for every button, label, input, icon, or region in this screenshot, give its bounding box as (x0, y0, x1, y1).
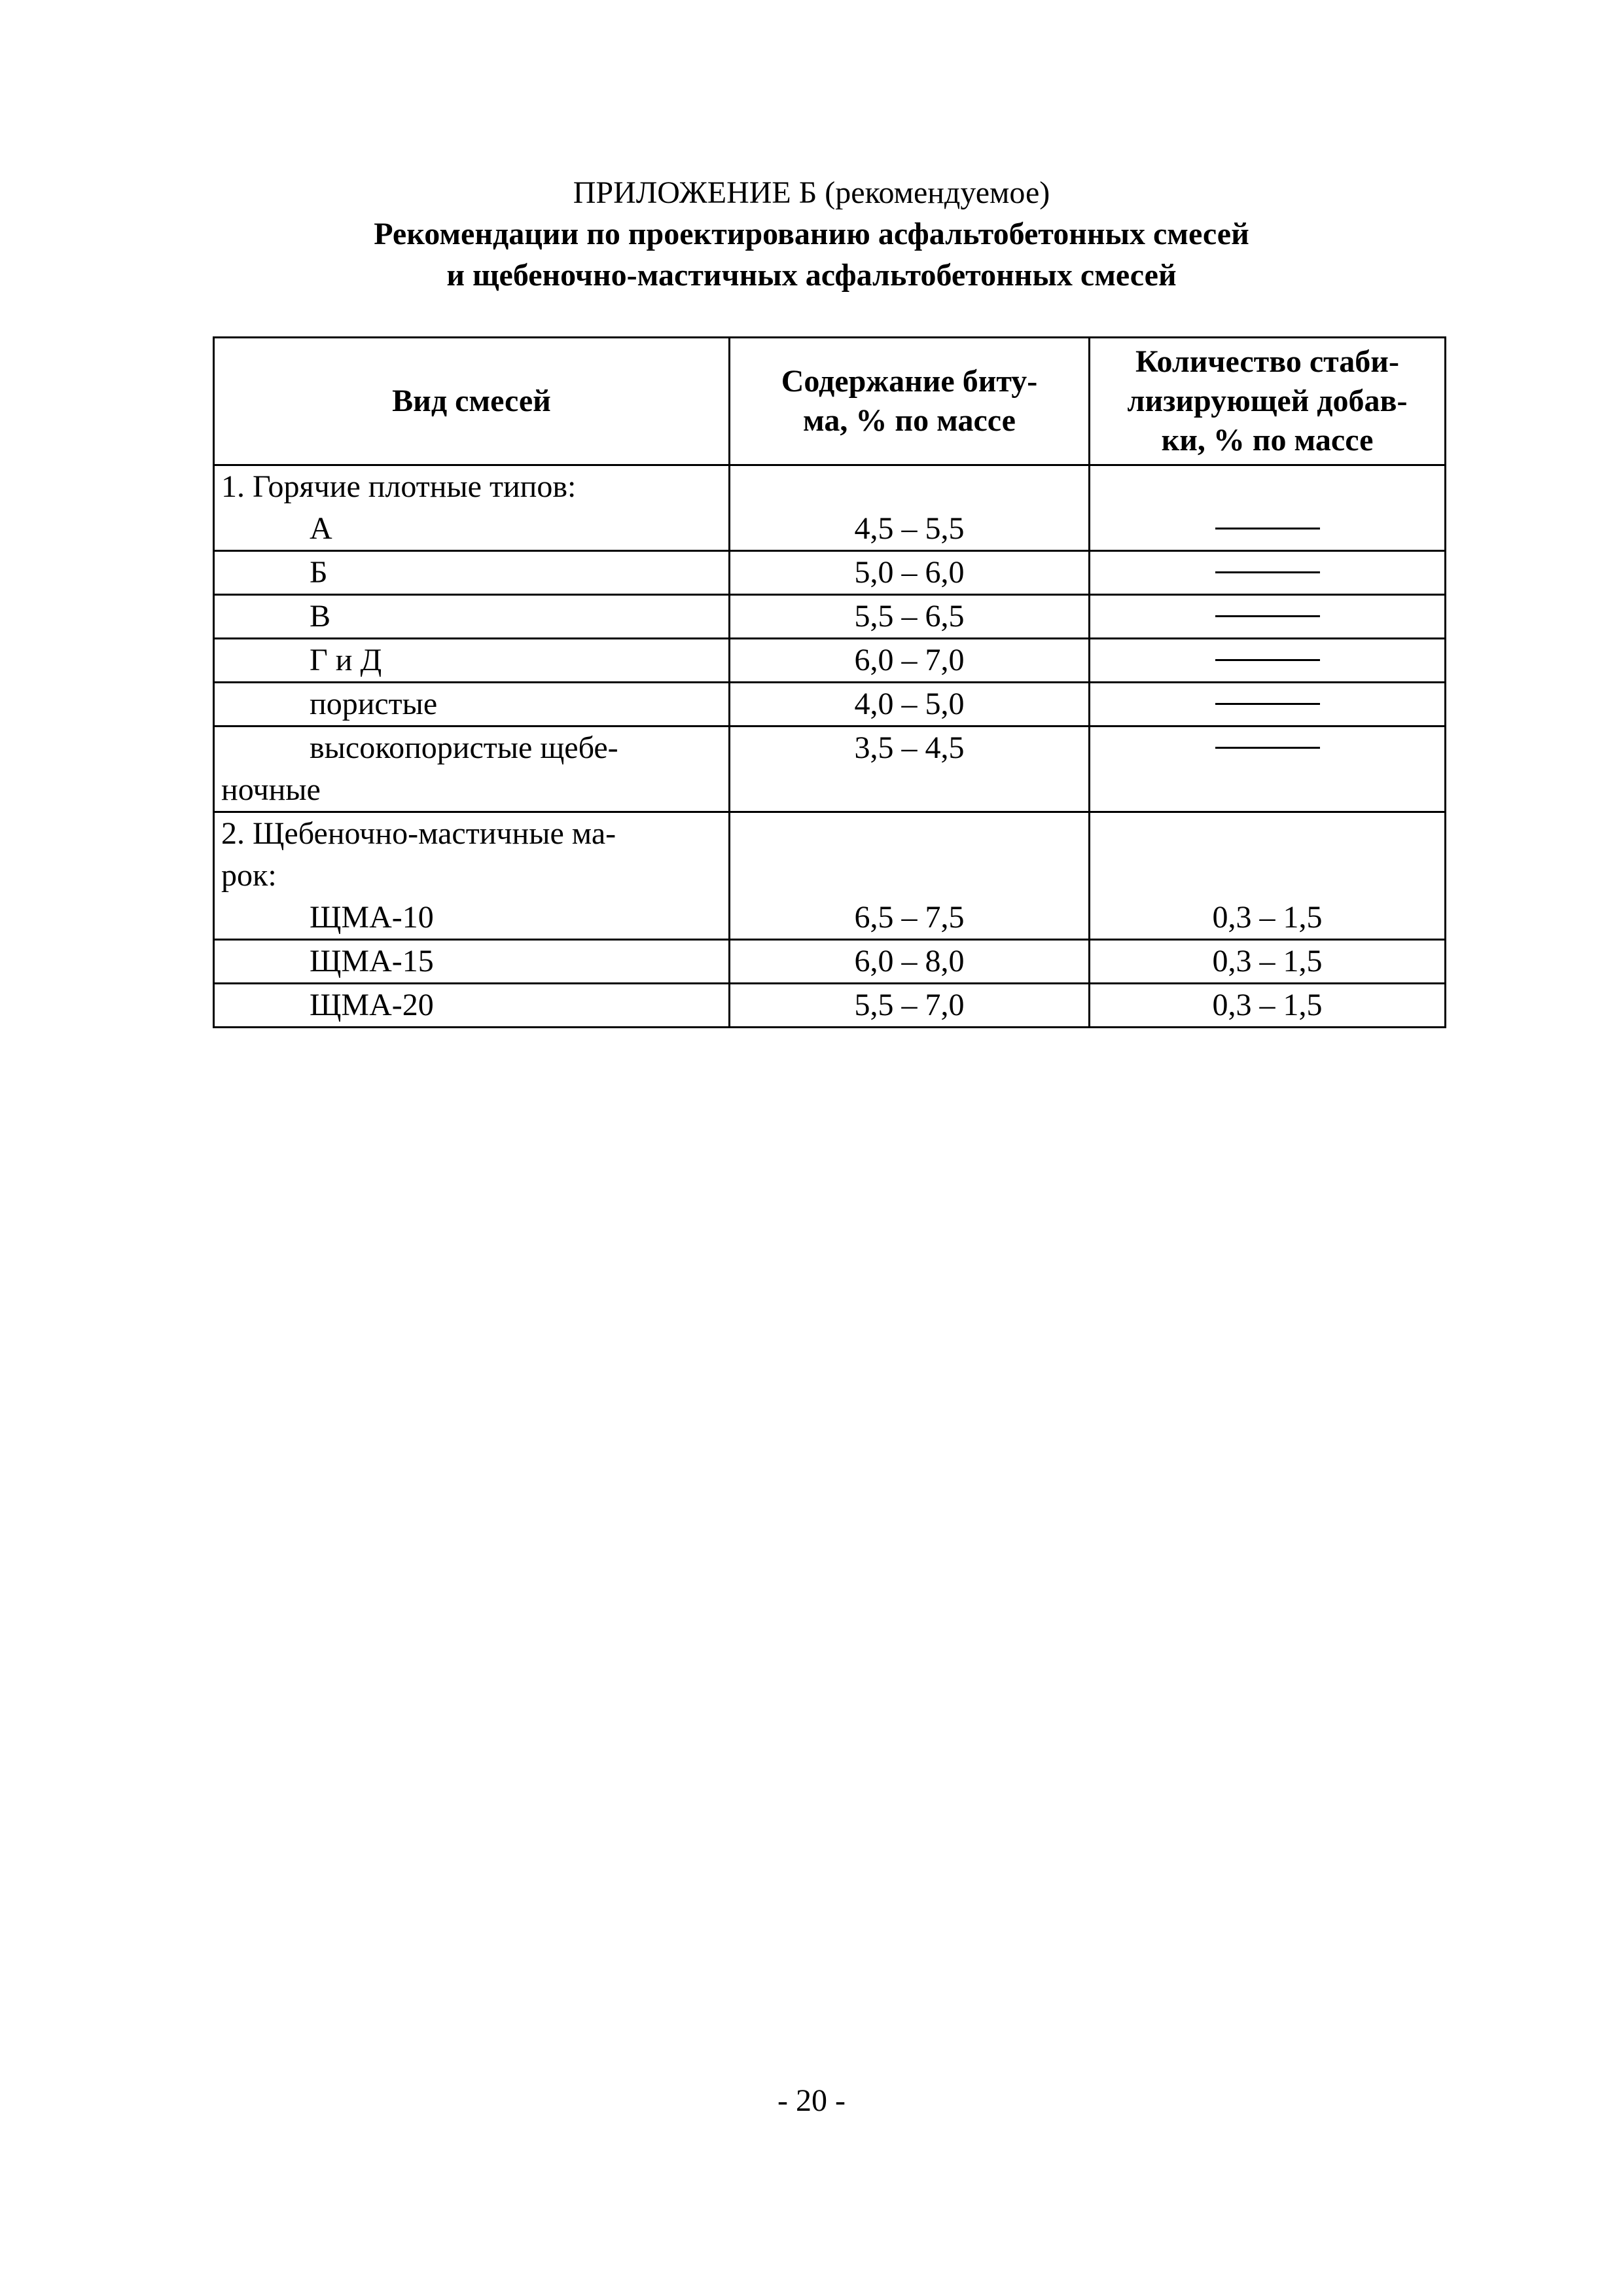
mix-name-cell (214, 595, 730, 639)
bitumen-cell (730, 940, 1090, 984)
group-2-cell (214, 812, 730, 940)
additive-cell (1090, 639, 1446, 683)
empty-value-dash (1215, 747, 1320, 749)
column-header-bitumen-line-1: Содержание биту- (781, 364, 1038, 399)
bitumen-cell (730, 595, 1090, 639)
mix-name: А (310, 511, 332, 546)
column-header-bitumen-line-2: ма, % по массе (803, 403, 1016, 438)
bitumen-value: 5,5 – 7,0 (854, 988, 965, 1022)
empty-value-dash (1215, 528, 1320, 529)
additive-cell (1090, 465, 1446, 551)
bitumen-value: 5,0 – 6,0 (854, 555, 965, 590)
bitumen-cell (730, 812, 1090, 940)
mix-name: Б (310, 555, 328, 590)
table-row (214, 683, 1446, 726)
table-row (214, 595, 1446, 639)
mix-name-cell (214, 726, 730, 812)
column-header-mix-type (214, 338, 730, 465)
table-row (214, 726, 1446, 812)
empty-value-dash (1215, 703, 1320, 705)
additive-cell (1090, 683, 1446, 726)
page-number: - 20 - (777, 2083, 846, 2118)
bitumen-value: 3,5 – 4,5 (854, 730, 965, 765)
additive-cell (1090, 551, 1446, 595)
bitumen-cell (730, 726, 1090, 812)
bitumen-value: 5,5 – 6,5 (854, 599, 965, 634)
additive-value: 0,3 – 1,5 (1212, 900, 1323, 935)
additive-cell (1090, 812, 1446, 940)
additive-value: 0,3 – 1,5 (1212, 988, 1323, 1022)
table-row (214, 940, 1446, 984)
mix-name: ЩМА-20 (310, 988, 434, 1022)
appendix-heading: ПРИЛОЖЕНИЕ Б (рекомендуемое) (573, 175, 1050, 210)
mix-name: ЩМА-15 (310, 944, 434, 978)
additive-cell (1090, 940, 1446, 984)
bitumen-cell (730, 465, 1090, 551)
document-title-line-1: Рекомендации по проектированию асфальтобетонных смесей (374, 217, 1249, 251)
column-header-mix-type-text: Вид смесей (392, 384, 551, 418)
empty-value-dash (1215, 615, 1320, 617)
mix-name: высокопористые щебе- (310, 730, 618, 765)
document-title-line-2: и щебеночно-мастичных асфальтобетонных смесей (446, 258, 1177, 293)
table-row (214, 465, 1446, 551)
additive-cell (1090, 726, 1446, 812)
group-2-label-continuation: рок: (221, 858, 277, 893)
column-header-bitumen (730, 338, 1090, 465)
table-row (214, 812, 1446, 940)
empty-value-dash (1215, 659, 1320, 661)
mix-name: В (310, 599, 331, 634)
bitumen-cell (730, 683, 1090, 726)
mix-name-cell (214, 984, 730, 1028)
mix-name-cell (214, 551, 730, 595)
bitumen-cell (730, 551, 1090, 595)
additive-cell (1090, 984, 1446, 1028)
mix-name: ЩМА-10 (310, 900, 434, 935)
mix-name-cell (214, 639, 730, 683)
column-header-additive-line-2: лизирующей добав- (1127, 384, 1408, 418)
bitumen-value: 6,0 – 8,0 (854, 944, 965, 978)
mix-name-cell (214, 940, 730, 984)
group-2-label: 2. Щебеночно-мастичные ма- (221, 816, 616, 851)
table-row (214, 551, 1446, 595)
table-row (214, 984, 1446, 1028)
mix-name-cell (214, 683, 730, 726)
mix-name-continuation: ночные (221, 772, 321, 807)
group-1-label: 1. Горячие плотные типов: (221, 469, 577, 504)
additive-cell (1090, 595, 1446, 639)
bitumen-value: 4,5 – 5,5 (854, 511, 965, 546)
bitumen-value: 4,0 – 5,0 (854, 687, 965, 721)
group-1-cell (214, 465, 730, 551)
column-header-additive (1090, 338, 1446, 465)
mix-recommendations-table (213, 336, 1446, 1028)
mix-name: пористые (310, 687, 438, 721)
column-header-additive-line-3: ки, % по массе (1161, 423, 1374, 457)
bitumen-value: 6,5 – 7,5 (854, 900, 965, 935)
bitumen-value: 6,0 – 7,0 (854, 643, 965, 677)
bitumen-cell (730, 984, 1090, 1028)
additive-value: 0,3 – 1,5 (1212, 944, 1323, 978)
table-row (214, 639, 1446, 683)
mix-name: Г и Д (310, 643, 382, 677)
column-header-additive-line-1: Количество стаби- (1135, 344, 1399, 379)
bitumen-cell (730, 639, 1090, 683)
empty-value-dash (1215, 571, 1320, 573)
table-header-row (214, 338, 1446, 465)
